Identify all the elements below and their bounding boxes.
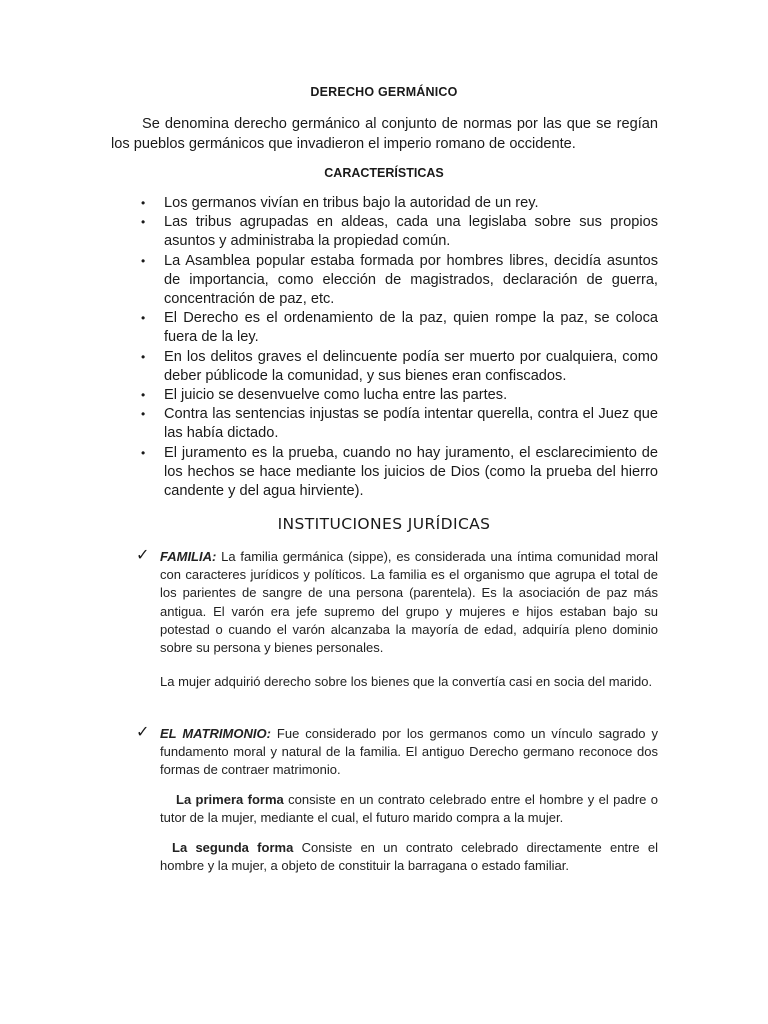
matrimonio-paragraph [160, 725, 658, 780]
bullet-icon: • [141, 196, 146, 210]
familia-text: La familia germánica (sippe), es considerada una íntima comunidad moral con caracteres jurídicos y políticos. La familia es el organismo que agrupa el total de los parientes de sangre de una persona (parentela). Es la asociación de paz más antigua. El varón era jefe supremo del grupo y mujeres e hijos estaban bajo su potestad o cuando el varón alcanzaba la mayoría de edad, adquiría pleno dominio sobre su persona y bienes personales. [160, 549, 658, 656]
list-item-text: El juicio se desenvuelve como lucha entre las partes. [164, 387, 508, 404]
institutions-heading: INSTITUCIONES JURÍDICAS [277, 515, 491, 533]
segunda-forma-text: Consiste en un contrato celebrado directamente entre el hombre y la mujer, a objeto de constituir la barragana o estado familiar. [160, 840, 658, 874]
matrimonio-label: EL MATRIMONIO: [160, 726, 271, 741]
list-item [139, 405, 658, 443]
list-item [139, 386, 658, 405]
bullet-icon: • [141, 215, 146, 230]
bullet-icon: • [141, 253, 146, 268]
primera-forma-text: consiste en un contrato celebrado entre el hombre y el padre o tutor de la mujer, mediante el cual, el futuro marido compra a la mujer. [160, 792, 659, 826]
familia-paragraph [160, 548, 658, 657]
bullet-icon: • [141, 311, 146, 326]
list-item [139, 309, 658, 347]
list-item-text: Los germanos vivían en tribus bajo la autoridad de un rey. [164, 195, 539, 211]
bullet-icon: • [141, 445, 146, 460]
intro-paragraph: Se denomina derecho germánico al conjunto de normas por las que se regían los pueblos germánicos que invadieron el imperio romano de occidente. [111, 116, 658, 152]
primera-forma-paragraph [160, 791, 658, 827]
familia-extra-paragraph: La mujer adquirió derecho sobre los bienes que la convertía casi en socia del marido. [160, 674, 653, 689]
list-item [139, 252, 658, 310]
list-item-text: Las tribus agrupadas en aldeas, cada una legislaba sobre sus propios asuntos y administraba la propiedad común. [164, 214, 658, 250]
checkmark-icon: ✓ [136, 722, 150, 741]
list-item [139, 444, 658, 502]
characteristics-heading: CARACTERÍSTICAS [324, 166, 444, 180]
bullet-icon: • [141, 407, 146, 422]
list-item-text: Contra las sentencias injustas se podía intentar querella, contra el Juez que las había dictado. [164, 406, 658, 442]
bullet-icon: • [141, 349, 146, 364]
checkmark-icon: ✓ [136, 545, 150, 564]
list-item-text: El juramento es la prueba, cuando no hay juramento, el esclarecimiento de los hechos se hace mediante los juicios de Dios (como la prueba del hierro candente y del agua hirviente). [164, 444, 658, 500]
list-item [139, 213, 658, 251]
segunda-forma-paragraph [160, 839, 658, 875]
list-item [139, 194, 658, 213]
primera-forma-label: La primera forma [176, 792, 284, 807]
familia-label: FAMILIA: [160, 549, 217, 564]
list-item-text: En los delitos graves el delincuente podía ser muerto por cualquiera, como deber públicode la comunidad, y sus bienes eran confiscados. [164, 348, 658, 384]
list-item-text: El Derecho es el ordenamiento de la paz, quien rompe la paz, se coloca fuera de la ley. [164, 310, 658, 346]
document-title: DERECHO GERMÁNICO [310, 85, 458, 99]
characteristics-list [139, 194, 658, 501]
list-item [139, 348, 658, 386]
bullet-icon: • [141, 388, 146, 403]
list-item-text: La Asamblea popular estaba formada por hombres libres, decidía asuntos de importancia, como elección de magistrados, declaración de guerra, concentración de paz, etc. [164, 252, 658, 308]
segunda-forma-label: La segunda forma [172, 840, 294, 855]
matrimonio-text: Fue considerado por los germanos como un vínculo sagrado y fundamento moral y natural de la familia. El antiguo Derecho germano reconoce dos formas de contraer matrimonio. [160, 726, 658, 778]
